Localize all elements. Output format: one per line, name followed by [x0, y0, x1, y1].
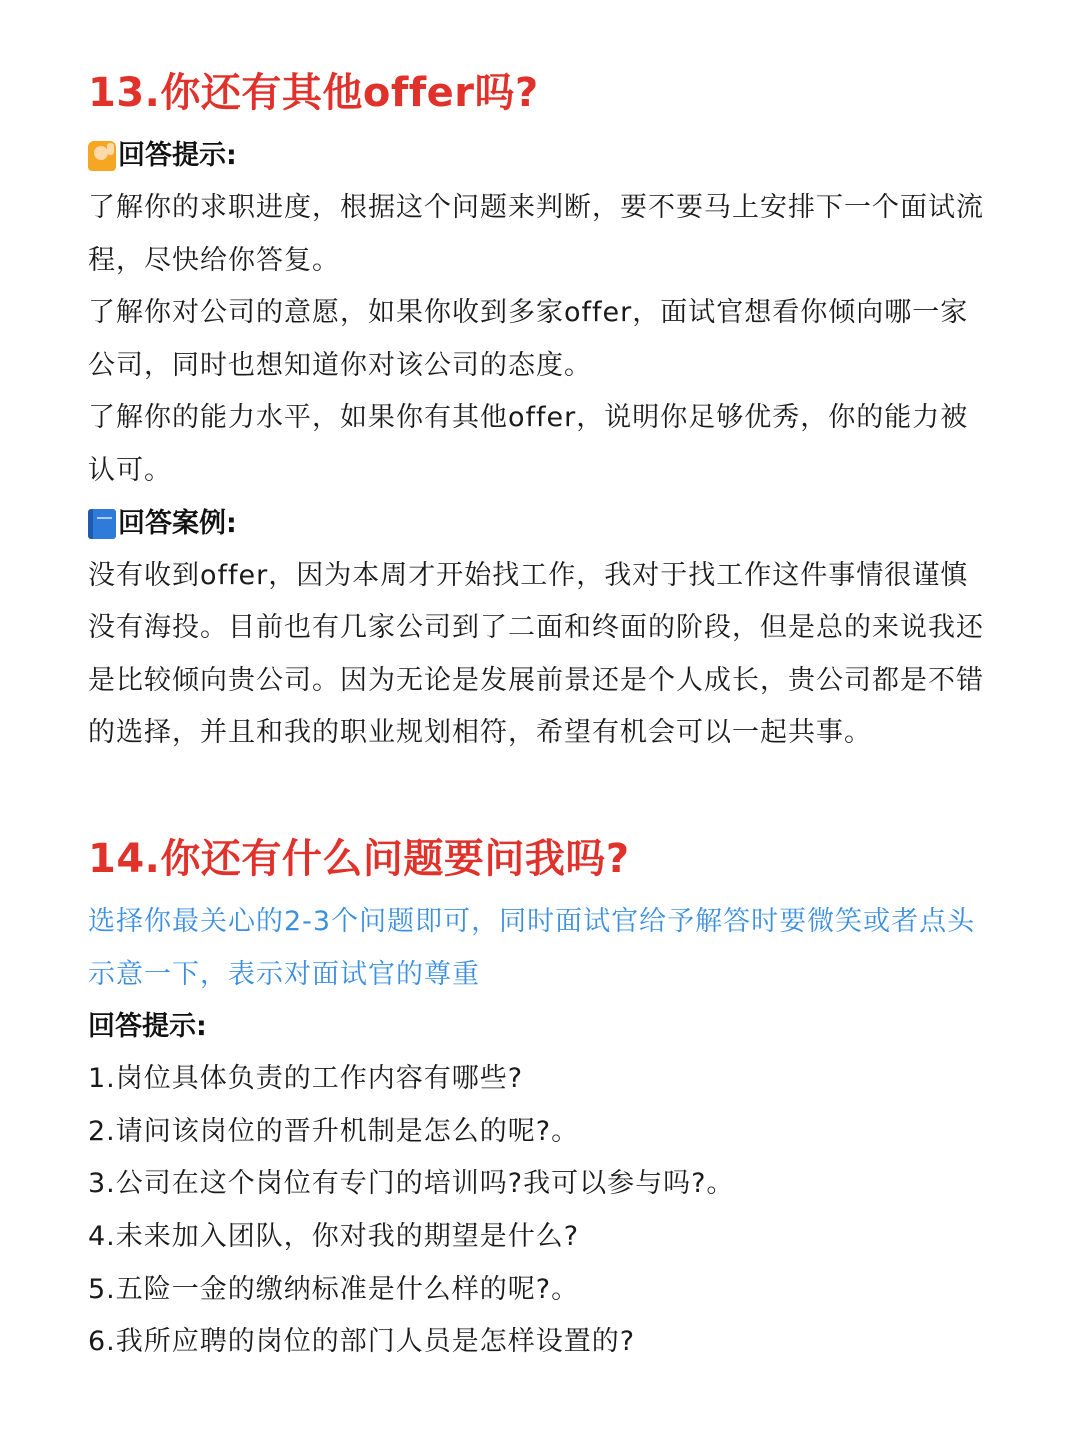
hint-heading-label: 回答提示:	[88, 1011, 207, 1043]
question-item-1: 1.岗位具体负责的工作内容有哪些?	[88, 1063, 524, 1095]
hint-heading-label: 回答提示:	[118, 140, 237, 171]
hint-paragraph-2: 了解你对公司的意愿，如果你收到多家offer，面试官想看你倾向哪一家公司，同时也想知道你对该公司的态度。	[88, 297, 969, 381]
section-14-hint-heading	[88, 1001, 992, 1053]
question-item-5: 5.五险一金的缴纳标准是什么样的呢?。	[88, 1273, 580, 1305]
question-item-2: 2.请问该岗位的晋升机制是怎么的呢?。	[88, 1115, 580, 1147]
example-heading-label: 回答案例:	[118, 507, 237, 539]
question-item-6: 6.我所应聘的岗位的部门人员是怎样设置的?	[88, 1326, 636, 1358]
blue-book-icon	[88, 509, 116, 539]
section-13-example-heading	[88, 498, 992, 550]
section-14-title: 14.你还有什么问题要问我吗?	[88, 835, 630, 882]
question-item-3: 3.公司在这个岗位有专门的培训吗?我可以参与吗?。	[88, 1168, 735, 1200]
section-14-intro: 选择你最关心的2-3个问题即可，同时面试官给予解答时要微笑或者点头示意一下，表示对面试官的尊重	[88, 905, 976, 990]
example-paragraph: 没有收到offer，因为本周才开始找工作，我对于找工作这件事情很谨慎没有海投。目前也有几家公司到了二面和终面的阶段，但是总的来说我还是比较倾向贵公司。因为无论是发展前景还是个人成长，贵公司都是不错的选择，并且和我的职业规划相符，希望有机会可以一起共事。	[88, 559, 984, 749]
hint-paragraph-3: 了解你的能力水平，如果你有其他offer，说明你足够优秀，你的能力被认可。	[88, 402, 969, 486]
hint-paragraph-1: 了解你的求职进度，根据这个问题来判断，要不要马上安排下一个面试流程，尽快给你答复。	[88, 192, 984, 276]
question-item-4: 4.未来加入团队，你对我的期望是什么?	[88, 1220, 580, 1252]
section-13-hint-heading	[88, 130, 992, 182]
section-13-title: 13.你还有其他offer吗?	[88, 70, 539, 116]
person-raising-hand-icon	[88, 141, 116, 171]
